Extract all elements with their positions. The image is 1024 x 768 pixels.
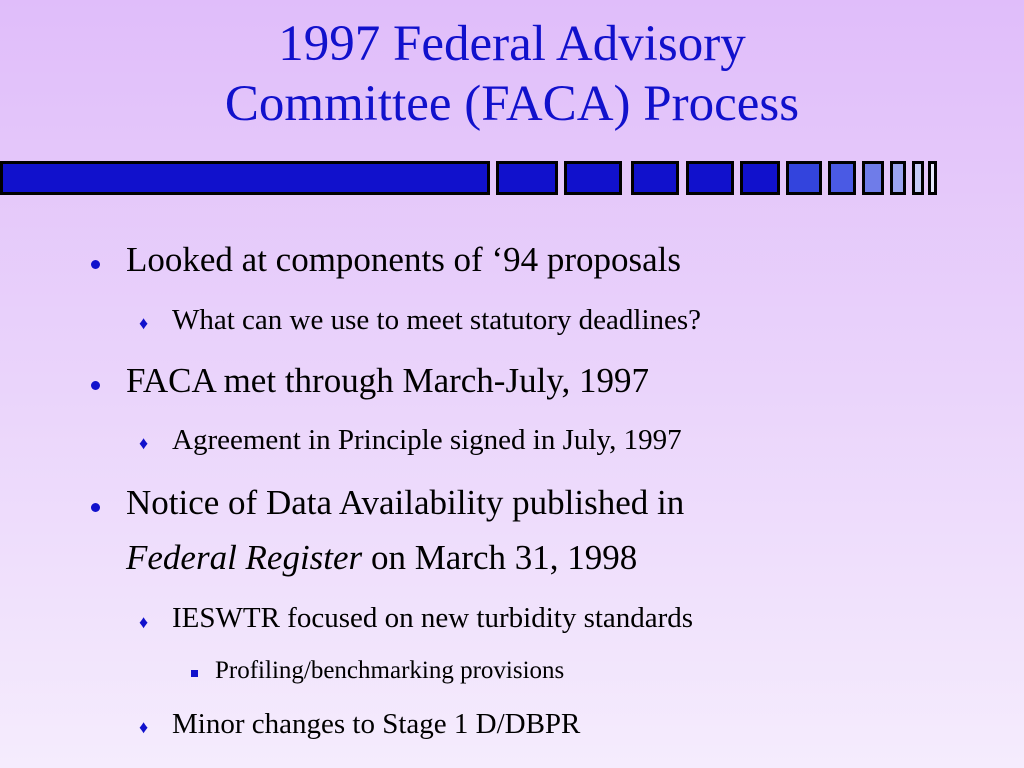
bullet-level-1: Notice of Data Availability published in (126, 483, 685, 522)
bullet-dot-icon (91, 503, 100, 512)
bullet-diamond-icon: ♦ (139, 612, 149, 632)
bullet-level-2: Minor changes to Stage 1 D/DBPR (172, 708, 581, 740)
publication-date-text: on March 31, 1998 (362, 538, 638, 577)
publication-name: Federal Register (126, 538, 363, 577)
bullet-dot-icon (91, 381, 100, 390)
bullet-level-3: Profiling/benchmarking provisions (215, 657, 565, 684)
bullet-diamond-icon: ♦ (139, 433, 149, 453)
bullet-diamond-icon: ♦ (139, 717, 149, 737)
bullet-level-1: FACA met through March-July, 1997 (126, 361, 650, 400)
bullet-level-2: IESWTR focused on new turbidity standards (172, 602, 694, 634)
title-line-2: Committee (FACA) Process (224, 76, 800, 132)
title-line-1: 1997 Federal Advisory (278, 16, 746, 72)
bullet-diamond-icon: ♦ (139, 313, 149, 333)
bullet-level-2: What can we use to meet statutory deadlines? (172, 304, 702, 336)
bullet-square-icon (191, 670, 198, 677)
bullet-dot-icon (91, 260, 100, 269)
bullet-level-1-continuation (126, 538, 637, 578)
bullet-level-1: Looked at components of ‘94 proposals (126, 240, 682, 279)
bullet-level-2: Agreement in Principle signed in July, 1997 (172, 424, 682, 456)
